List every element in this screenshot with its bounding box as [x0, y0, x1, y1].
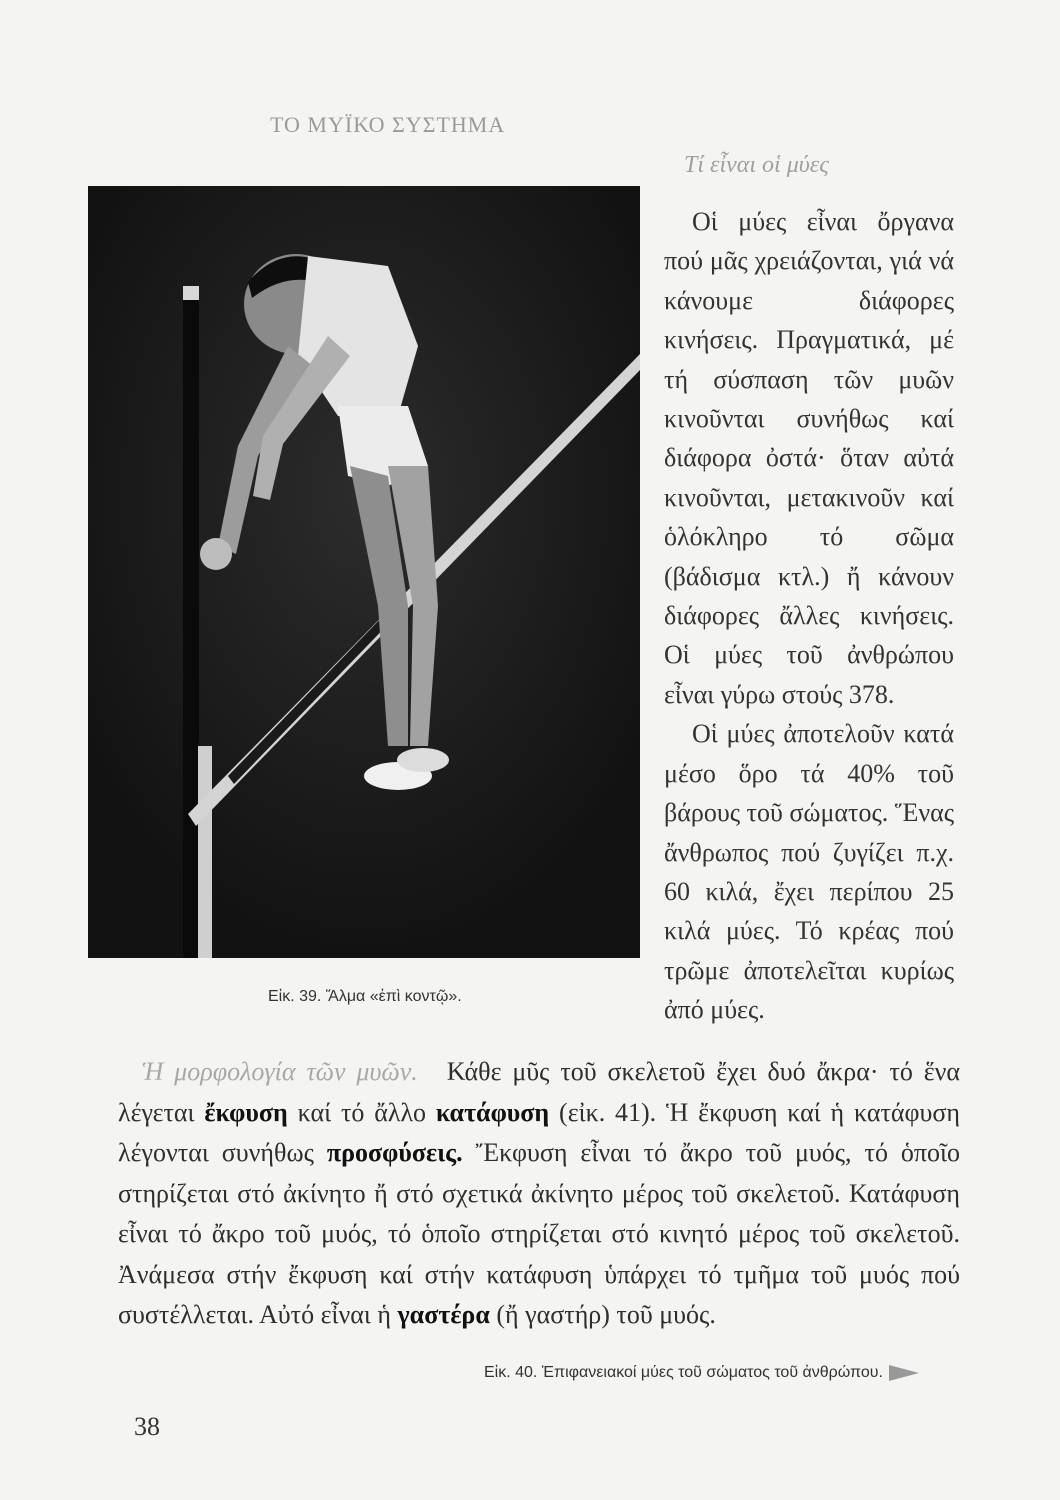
section-2-title: Ἡ μορφολογία τῶν μυῶν. [142, 1057, 418, 1086]
page-number: 38 [134, 1412, 160, 1441]
running-head: ΤΟ ΜΥΪΚΟ ΣΥΣΤΗΜΑ [270, 112, 506, 137]
section-2-text-c: (εἰκ. 41). Ἡ ἔκφυση καί ἡ κατάφυση λέγονται συνήθως [118, 1097, 961, 1167]
term-ekfysi: ἔκφυση [204, 1097, 288, 1127]
section-2-text-e: (ἤ γαστήρ) τοῦ μυός. [496, 1300, 716, 1329]
section-2-body [118, 1052, 960, 1336]
figure-39-caption: Εἰκ. 39. Ἅλμα «ἐπὶ κοντῷ». [268, 988, 462, 1005]
section-1-title: Τί εἶναι οἱ μύες [684, 152, 829, 178]
section-1-body [664, 202, 954, 1030]
term-prosfyseis: προσφύσεις. [326, 1138, 463, 1167]
pole-vault-photo [88, 186, 640, 958]
figure-40-caption: Εἰκ. 40. Ἐπιφανειακοί μύες τοῦ σώματος τοῦ ἀνθρώπου. [484, 1364, 883, 1381]
figure-40-caption-row [484, 1364, 919, 1382]
section-2-text-b: καί τό ἄλλο [297, 1097, 427, 1127]
section-2-text-a: Κάθε μῦς τοῦ σκελετοῦ ἔχει δυό ἄκρα· τό ἕνα λέγεται [118, 1057, 960, 1127]
term-gastera: γαστέρα [397, 1300, 490, 1329]
section-1-paragraph-1: Οἱ μύες εἶναι ὄργανα πού μᾶς χρειάζονται, γιά νά κάνουμε διάφορες κινήσεις. Πραγματικά, μέ τή σύσπαση τῶν μυῶν κινοῦνται συνήθως καί διάφορα ὀστά· ὅταν αὐτά κινοῦνται, μετακινοῦν καί ὁλόκληρο τό σῶμα (βάδισμα κτλ.) ἤ κάνουν διάφορες ἄλλες κινήσεις. Οἱ μύες τοῦ ἀνθρώπου εἶναι γύρω στούς 378. [664, 207, 954, 709]
right-arrow-icon [889, 1365, 919, 1381]
pole-vault-illustration [88, 186, 640, 958]
term-katafysi: κατάφυση [435, 1097, 550, 1127]
section-1-paragraph-2: Οἱ μύες ἀποτελοῦν κατά μέσο ὅρο τά 40% τοῦ βάρους τοῦ σώματος. Ἕνας ἄνθρωπος πού ζυγίζει π.χ. 60 κιλά, ἔχει περίπου 25 κιλά μύες. Τό κρέας πού τρῶμε ἀποτελεῖται κυρίως ἀπό μύες. [664, 719, 954, 1025]
section-2-text-d: Ἔκφυση εἶναι τό ἄκρο τοῦ μυός, τό ὁποῖο στηρίζεται στό ἀκίνητο ἤ στό σχετικά ἀκίνητο μέρος τοῦ σκελετοῦ. Κατάφυση εἶναι τό ἄκρο τοῦ μυός, τό ὁποῖο στηρίζεται στό κινητό μέρος τοῦ σκελετοῦ. Ἀνάμεσα στήν ἔκφυση καί στήν κατάφυση ὑπάρχει τό τμῆμα τοῦ μυός πού συστέλλεται. Αὐτό εἶναι ἡ [118, 1138, 961, 1329]
